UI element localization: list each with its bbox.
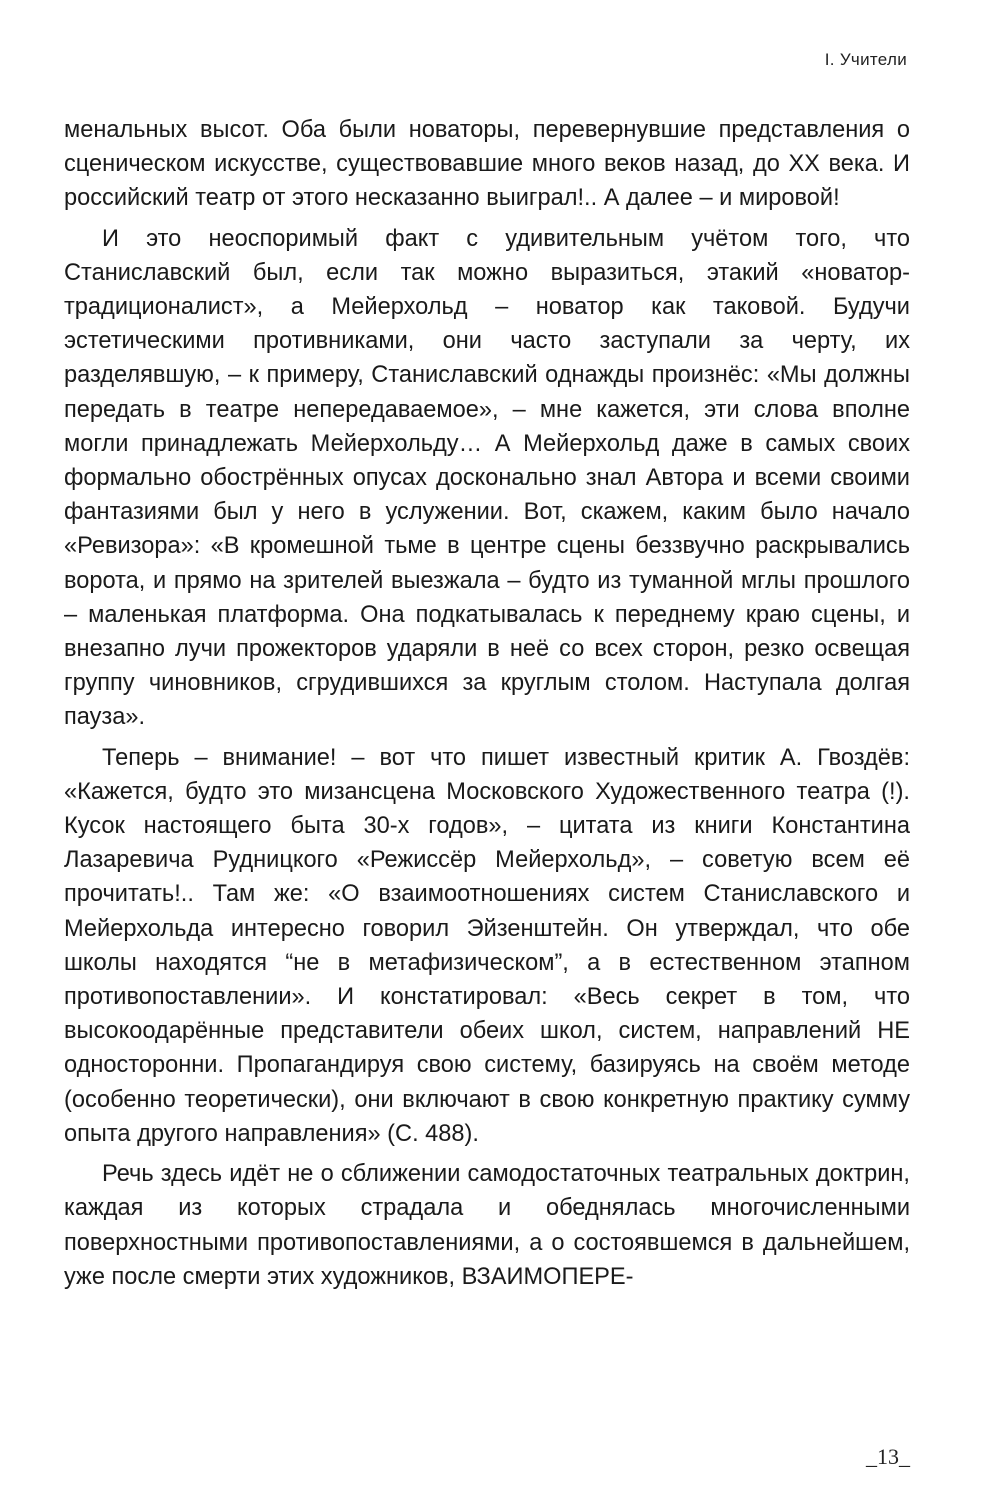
- running-title: I. Учители: [824, 50, 907, 69]
- page-number: _13_: [866, 1444, 910, 1469]
- paragraph-3: Теперь – внимание! – вот что пишет известный критик А. Гвоздёв: «Кажется, будто это мизансцена Московского Художественного театра (!). Кусок настоящего быта 30-х годов», – цитата из книги Константина Лазаревича Рудницкого «Режиссёр Мейерхольд», – советую всем её прочитать!.. Там же: «О взаимоотношениях систем Станиславского и Мейерхольда интересно говорил Эйзенштейн. Он утверждал, что обе школы находятся “не в метафизическом”, а в естественном этапном противопоставлении». И констатировал: «Весь секрет в том, что высокоодарённые представители обеих школ, систем, направлений НЕ односторонни. Пропагандируя свою систему, базируясь на своём методе (особенно теоретически), они включают в свою конкретную практику сумму опыта другого направления» (С. 488).: [64, 744, 910, 1147]
- paragraph-1: менальных высот. Оба были новаторы, перевернувшие представления о сценическом искусстве, существовавшие много веков назад, до XX века. И российский театр от этого несказанно выиграл!.. А далее – и мировой!: [64, 117, 910, 212]
- paragraph-4: Речь здесь идёт не о сближении самодостаточных театральных доктрин, каждая из которых страдала и обеднялась многочисленными поверхностными противопоставлениями, а о состоявшемся в дальнейшем, уже после смерти этих художников, ВЗАИМОПЕРЕ-: [64, 1161, 910, 1290]
- paragraph-2: И это неоспоримый факт с удивительным учётом того, что Станиславский был, если так можно выразиться, этакий «новатор-традиционалист», а Мейерхольд – новатор как таковой. Будучи эстетическими противниками, они часто заступали за черту, их разделявшую, – к примеру, Станиславский однажды произнёс: «Мы должны передать в театре непередаваемое», – мне кажется, эти слова вполне могли принадлежать Мейерхольду… А Мейерхольд даже в самых своих формально обострённых опусах досконально знал Автора и всеми своими фантазиями был у него в услужении. Вот, скажем, каким было начало «Ревизора»: «В кромешной тьме в центре сцены беззвучно раскрывались ворота, и прямо на зрителей выезжала – будто из туманной мглы прошлого – маленькая платформа. Она подкатывалась к переднему краю сцены, и внезапно лучи прожекторов ударяли в неё со всех сторон, резко освещая группу чиновников, сгрудившихся за круглым столом. Наступала долгая пауза».: [64, 225, 910, 731]
- body-text: [64, 113, 910, 1294]
